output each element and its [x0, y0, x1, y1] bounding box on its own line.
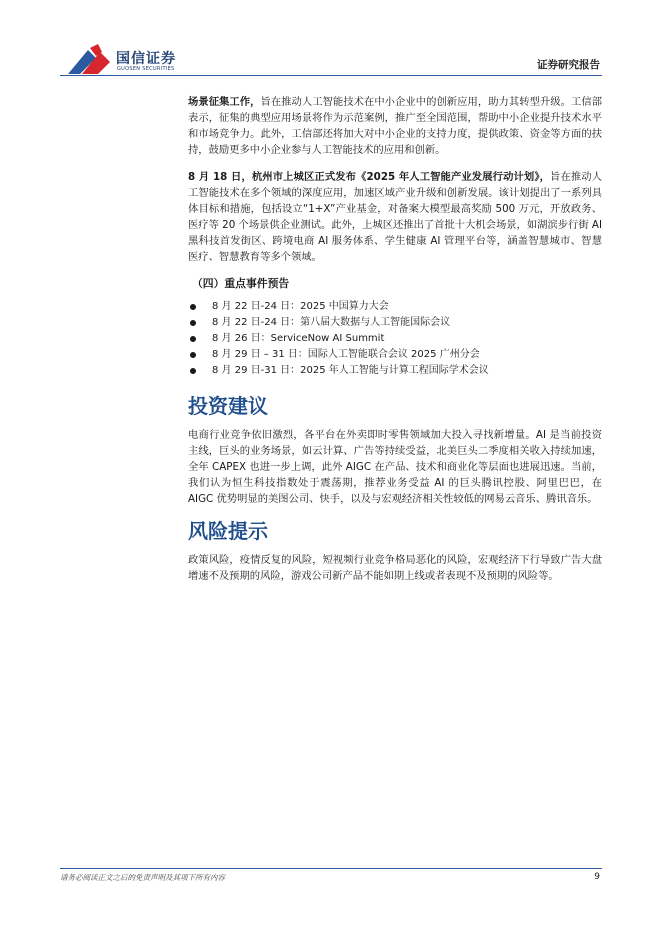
bullet-icon	[190, 352, 196, 358]
paragraph-lead: 8 月 18 日，杭州市上城区正式发布《2025 年人工智能产业发展行动计划》，	[188, 171, 551, 183]
events-heading: （四）重点事件预告	[192, 277, 290, 290]
list-item: 8 月 22 日-24 日：2025 中国算力大会	[188, 299, 602, 315]
bullet-icon	[190, 304, 196, 310]
paragraph	[188, 94, 602, 158]
brand-name-en: GUOSEN SECURITIES	[117, 66, 175, 72]
report-type: 证券研究报告	[537, 59, 600, 71]
risk-text: 政策风险，疫情反复的风险，短视频行业竞争格局恶化的风险，宏观经济下行导致广告大盘增速不及预期的风险，游戏公司新产品不能如期上线或者表现不及预期的风险等。	[188, 554, 602, 582]
bullet-icon	[190, 368, 196, 374]
bullet-icon	[190, 320, 196, 326]
risk-title: 风险提示	[188, 519, 268, 543]
list-item: 8 月 22 日-24 日：第八届大数据与人工智能国际会议	[188, 315, 602, 331]
paragraph-lead: 场景征集工作，	[188, 96, 261, 108]
header-divider	[60, 75, 602, 76]
brand-name: 国信证券	[116, 51, 176, 67]
events-list	[188, 299, 602, 379]
paragraph	[188, 169, 602, 265]
paragraph-body: 旨在推动人工智能技术在多个领域的深度应用，加速区域产业升级和创新发展。该计划提出了一系列具体目标和措施，包括设立“1+X”产业基金，对备案大模型最高奖励 500 万元，开放政务、医疗等 20 个场景供企业测试。此外，上城区还推出了首批十大机会场景，如湖滨步行街 AI 黑科技首发街区、跨境电商 AI 服务体系、学生健康 AI 管理平台等，涵盖智慧城市、智慧医疗、智慧教育等多个领域。	[188, 171, 603, 263]
main-content	[188, 94, 602, 595]
list-item: 8 月 29 日-31 日：2025 年人工智能与计算工程国际学术会议	[188, 363, 602, 379]
list-item: 8 月 29 日 – 31 日：国际人工智能联合会议 2025 广州分会	[188, 347, 602, 363]
disclaimer-note: 请务必阅读正文之后的免责声明及其项下所有内容	[60, 873, 225, 882]
page-header	[0, 0, 662, 80]
paragraph-body: 旨在推动人工智能技术在中小企业中的创新应用，助力其转型升级。工信部表示，征集的典型应用场景将作为示范案例，推广至全国范围，帮助中小企业提升技术水平和市场竞争力。此外，工信部还将加大对中小企业的支持力度，提供政策、资金等方面的扶持，鼓励更多中小企业参与人工智能技术的应用和创新。	[188, 96, 603, 156]
guosen-logo-icon	[66, 44, 112, 78]
page-number: 9	[594, 872, 600, 882]
bullet-icon	[190, 336, 196, 342]
footer-divider	[60, 868, 602, 869]
list-item: 8 月 26 日：ServiceNow AI Summit	[188, 331, 602, 347]
investment-text: 电商行业竞争依旧激烈，各平台在外卖即时零售领域加大投入寻找新增量。AI 是当前投资主线，巨头的业务场景，如云计算、广告等持续受益，北美巨头二季度相关收入持续加速，全年 CAPEX 也进一步上调，此外 AIGC 在产品、技术和商业化等层面也进展迅速。当前，我们认为恒生科技指数处于震荡期，推荐业务受益 AI 的巨头腾讯控股、阿里巴巴，在 AIGC 优势明显的美图公司、快手，以及与宏观经济相关性较低的网易云音乐、腾讯音乐。	[188, 429, 602, 505]
investment-title: 投资建议	[188, 394, 268, 418]
